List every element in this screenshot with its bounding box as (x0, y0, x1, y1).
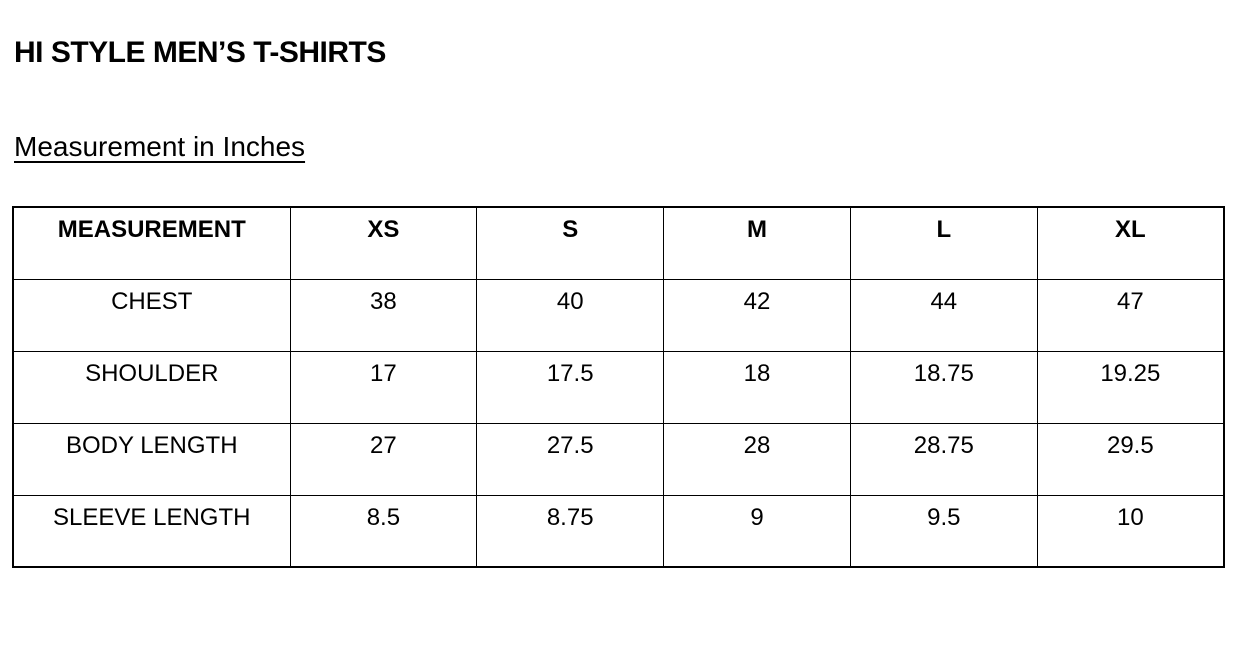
row-label: CHEST (13, 279, 290, 351)
measurement-value: 18 (664, 351, 851, 423)
row-label: SHOULDER (13, 351, 290, 423)
measurement-value: 10 (1037, 495, 1224, 567)
table-row-shoulder (13, 351, 1224, 423)
measurement-value: 9 (664, 495, 851, 567)
table-row-body-length (13, 423, 1224, 495)
column-header-xs: XS (290, 207, 477, 279)
measurement-value: 18.75 (850, 351, 1037, 423)
measurement-value: 27.5 (477, 423, 664, 495)
table-row-sleeve-length (13, 495, 1224, 567)
column-header-xl: XL (1037, 207, 1224, 279)
column-header-measurement: MEASUREMENT (13, 207, 290, 279)
measurement-value: 40 (477, 279, 664, 351)
size-chart-table (12, 206, 1225, 568)
page-title: HI STYLE MEN’S T-SHIRTS (14, 36, 386, 69)
measurement-value: 19.25 (1037, 351, 1224, 423)
column-header-m: M (664, 207, 851, 279)
row-label: BODY LENGTH (13, 423, 290, 495)
measurement-value: 27 (290, 423, 477, 495)
page-subtitle: Measurement in Inches (14, 131, 306, 162)
measurement-value: 8.75 (477, 495, 664, 567)
measurement-value: 28.75 (850, 423, 1037, 495)
table-header-row (13, 207, 1224, 279)
column-header-s: S (477, 207, 664, 279)
row-label: SLEEVE LENGTH (13, 495, 290, 567)
measurement-value: 17 (290, 351, 477, 423)
measurement-value: 28 (664, 423, 851, 495)
table-row-chest (13, 279, 1224, 351)
measurement-value: 47 (1037, 279, 1224, 351)
measurement-value: 17.5 (477, 351, 664, 423)
measurement-value: 38 (290, 279, 477, 351)
measurement-value: 29.5 (1037, 423, 1224, 495)
column-header-l: L (850, 207, 1037, 279)
measurement-value: 8.5 (290, 495, 477, 567)
measurement-value: 9.5 (850, 495, 1037, 567)
measurement-value: 42 (664, 279, 851, 351)
measurement-value: 44 (850, 279, 1037, 351)
